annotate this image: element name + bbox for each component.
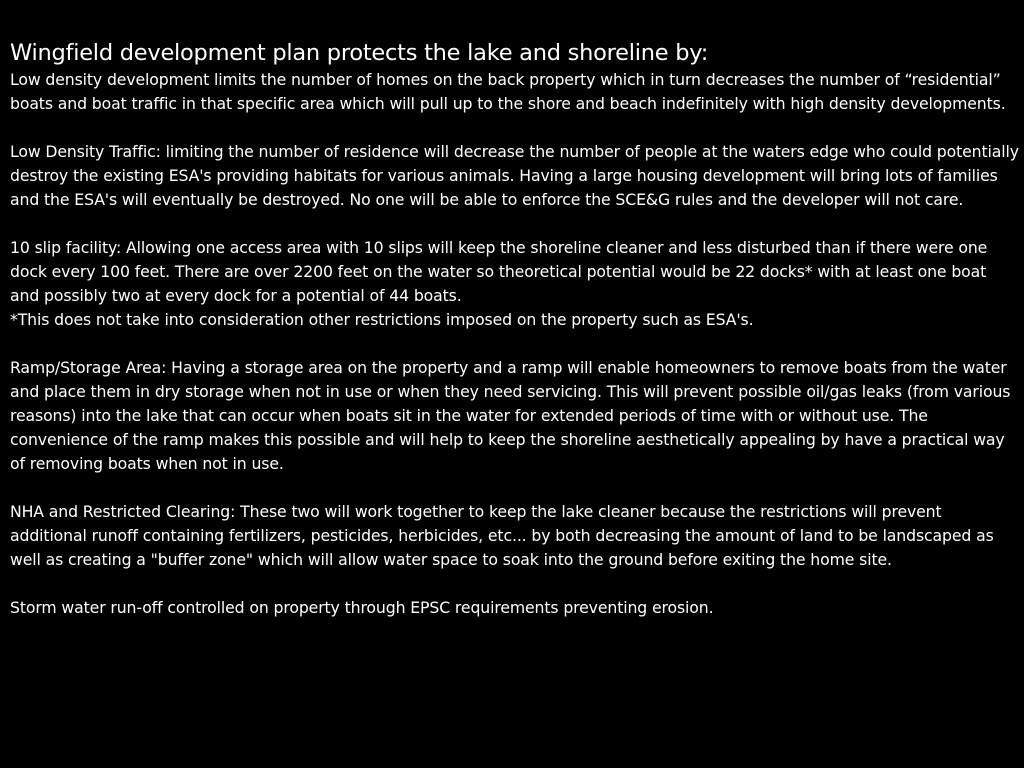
nha-restricted-clearing-paragraph: NHA and Restricted Clearing: These two will work together to keep the lake cleaner because the restrictions will prevent additional runoff containing fertilizers, pesticides, herbicides, etc... by both decreasing the amount of land to be landscaped as well as creating a "buffer zone" which will allow water space to soak into the ground before exiting the home site. xyxy=(10,502,994,569)
spacer xyxy=(10,116,1020,140)
low-density-traffic-paragraph: Low Density Traffic: limiting the number of residence will decrease the number of people at the waters edge who could potentially destroy the existing ESA's providing habitats for various animals. Having a large housing development will bring lots of families and the ESA's will eventually be destroyed. No one will be able to enforce the SCE&G rules and the developer will not care. xyxy=(10,142,1019,209)
ramp-storage-paragraph: Ramp/Storage Area: Having a storage area on the property and a ramp will enable homeowners to remove boats from the water and place them in dry storage when not in use or when they need servicing. This will prevent possible oil/gas leaks (from various reasons) into the lake that can occur when boats sit in the water for extended periods of time with or without use. The convenience of the ramp makes this possible and will help to keep the shoreline aesthetically appealing by have a practical way of removing boats when not in use. xyxy=(10,358,1011,473)
spacer xyxy=(10,332,1020,356)
spacer xyxy=(10,476,1020,500)
slide-title: Wingfield development plan protects the lake and shoreline by: xyxy=(10,40,709,66)
intro-paragraph: Low density development limits the number of homes on the back property which in turn decreases the number of “residential” boats and boat traffic in that specific area which will pull up to the shore and beach indefinitely with high density developments. xyxy=(10,70,1006,113)
slip-facility-paragraph: 10 slip facility: Allowing one access area with 10 slips will keep the shoreline cleaner and less disturbed than if there were one dock every 100 feet. There are over 2200 feet on the water so theoretical potential would be 22 docks* with at least one boat and possibly two at every dock for a potential of 44 boats. xyxy=(10,238,988,305)
slip-facility-footnote: *This does not take into consideration other restrictions imposed on the property such as ESA's. xyxy=(10,310,754,329)
spacer xyxy=(10,212,1020,236)
storm-water-paragraph: Storm water run-off controlled on property through EPSC requirements preventing erosion. xyxy=(10,598,714,617)
slide-content xyxy=(10,38,1020,620)
spacer xyxy=(10,572,1020,596)
